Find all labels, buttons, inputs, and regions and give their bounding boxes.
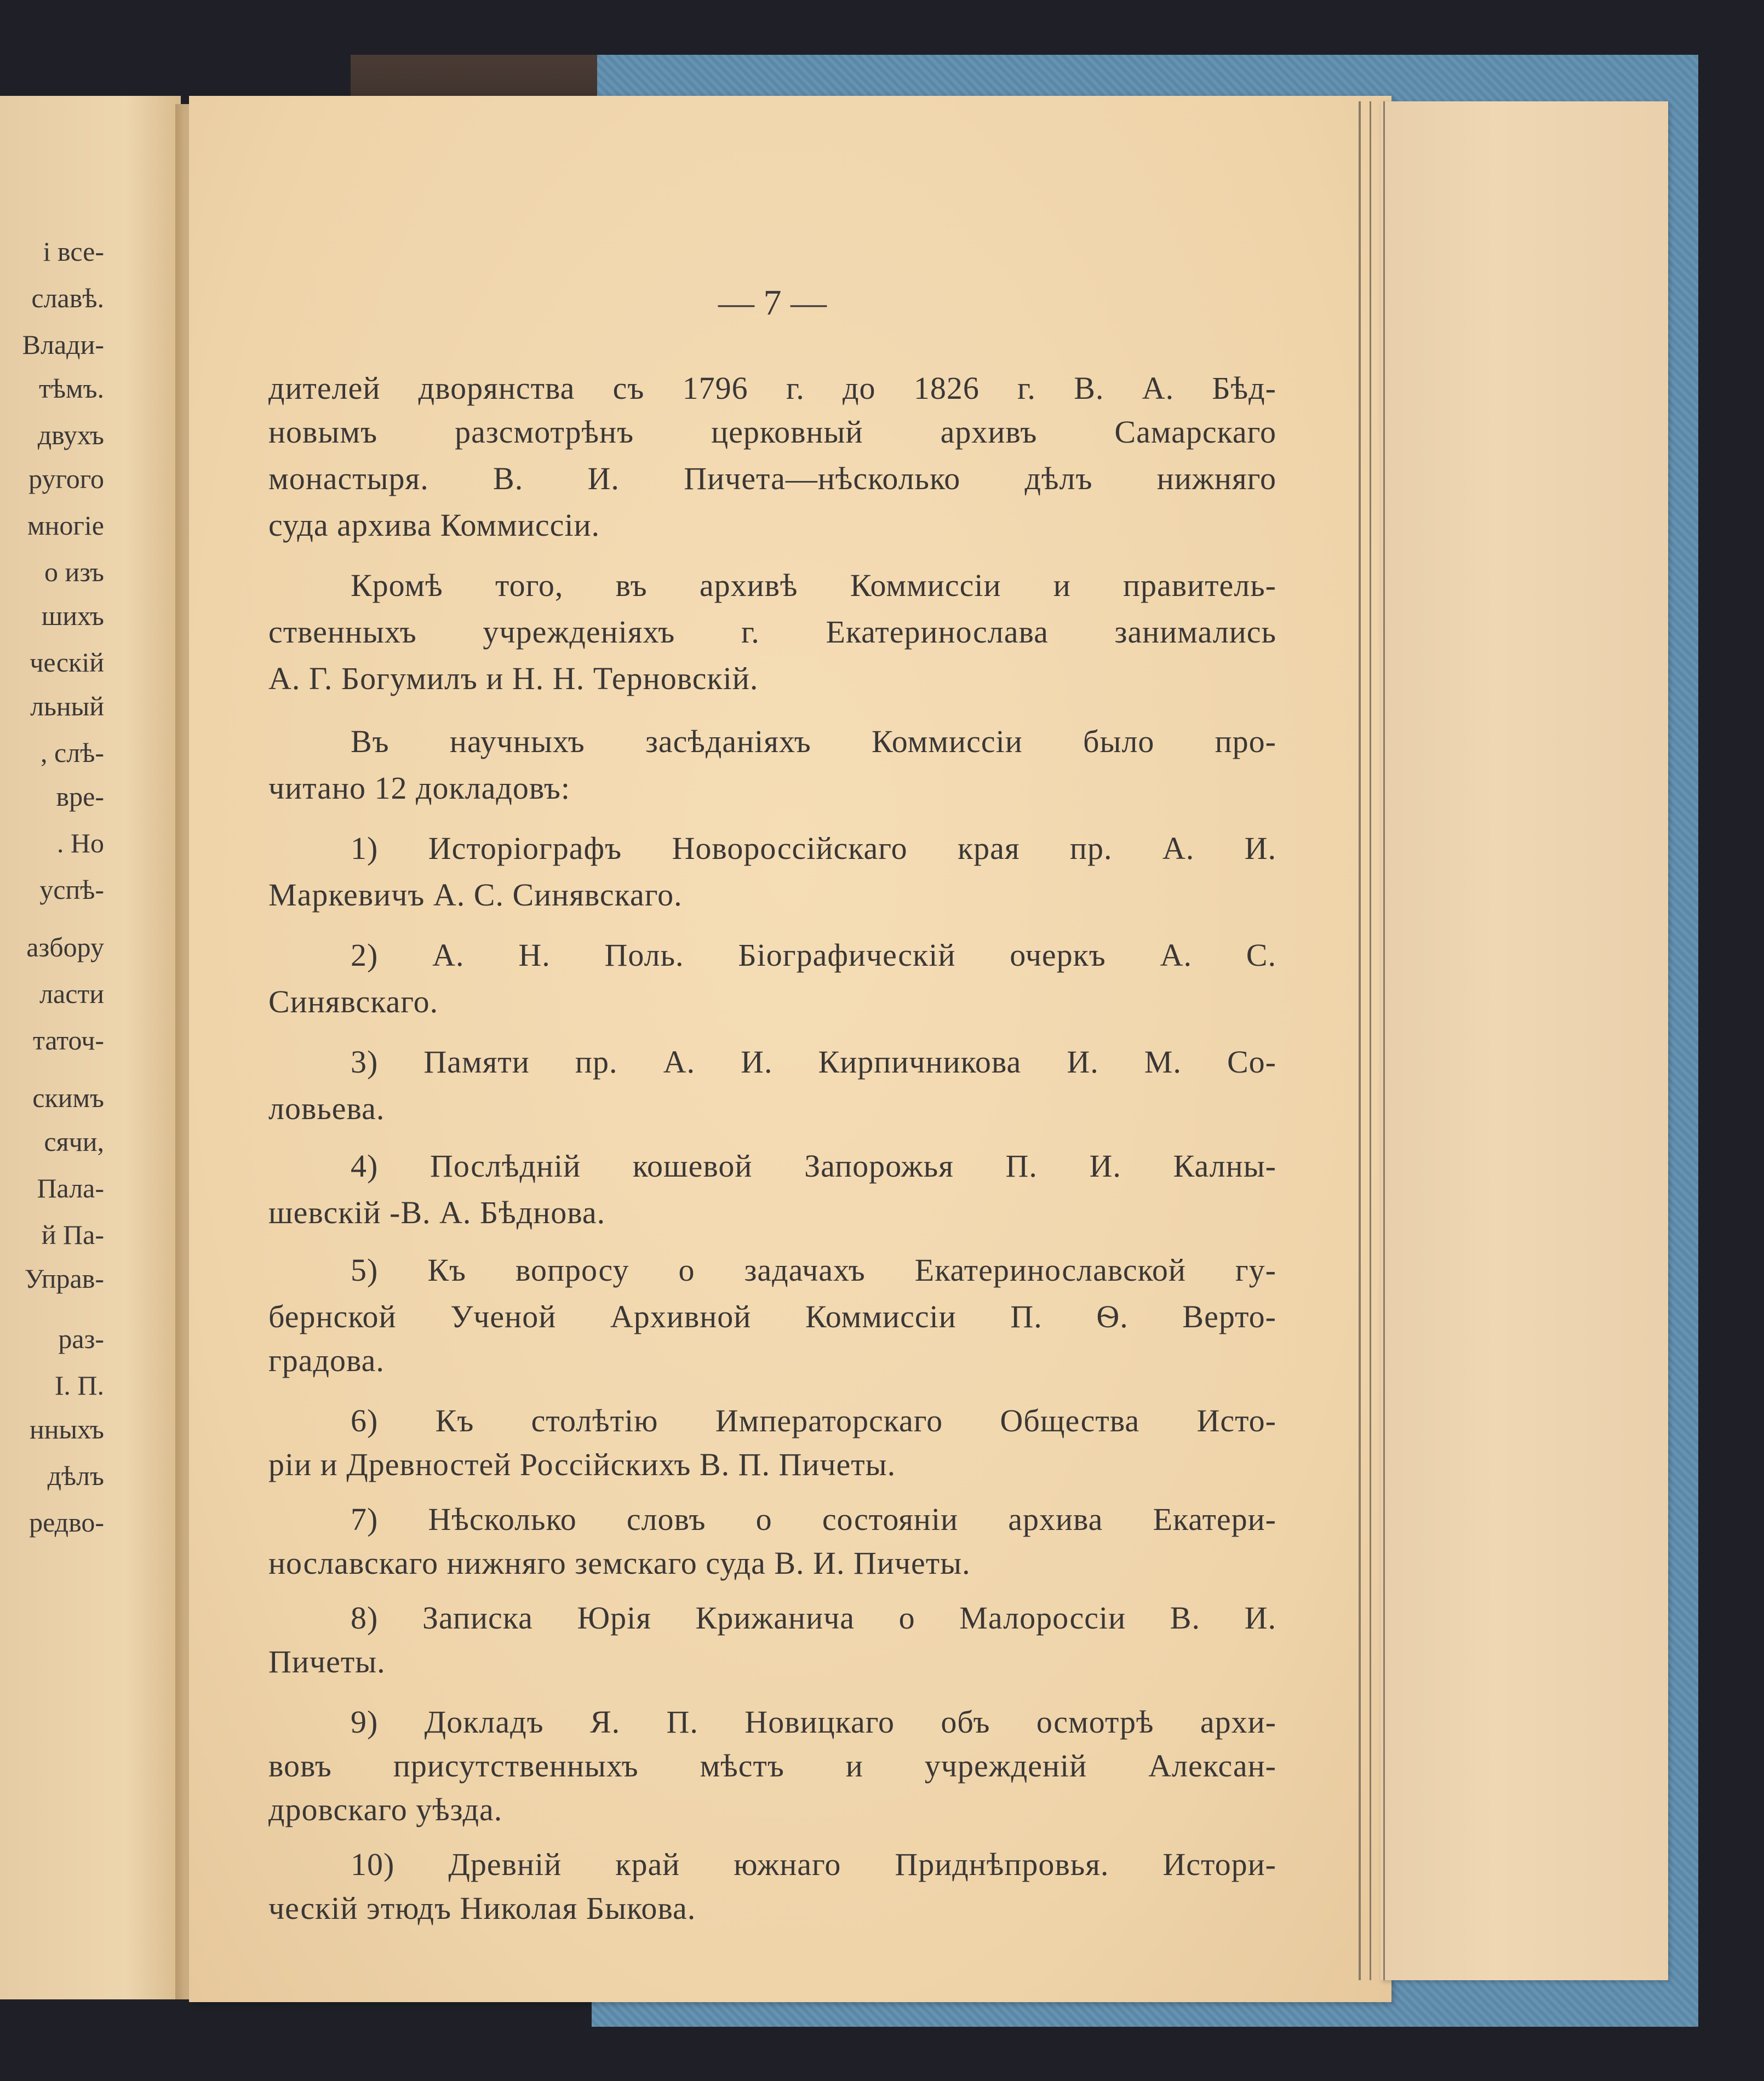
right-blank-leaf	[1381, 101, 1668, 1980]
left-page-fragment: Управ-	[24, 1263, 104, 1294]
left-page-fragment: раз-	[58, 1323, 104, 1354]
left-page-fragment: ческій	[30, 647, 104, 678]
page-edge-line	[1370, 101, 1371, 1980]
text-line: 2) А. Н. Поль. Біографическій очеркъ А. С.	[351, 937, 1276, 973]
left-page-fragment: дѣлъ	[47, 1460, 104, 1491]
text-line: шевскій -В. А. Бѣднова.	[268, 1195, 606, 1230]
left-page-fragment: редво-	[29, 1507, 104, 1538]
left-page-fragment: таточ-	[32, 1025, 104, 1056]
text-line: ловьева.	[268, 1091, 385, 1126]
text-line: Въ научныхъ засѣданіяхъ Коммиссіи было про-	[351, 724, 1276, 759]
left-page-fragment: Влади-	[22, 329, 104, 360]
left-page-fragment: , слѣ-	[41, 737, 104, 768]
text-line: дителей дворянства съ 1796 г. до 1826 г. В. А. Бѣд-	[268, 370, 1276, 406]
text-line: 10) Древній край южнаго Приднѣпровья. Истори-	[351, 1847, 1276, 1882]
text-line: 3) Памяти пр. А. И. Кирпичникова И. М. Со-	[351, 1044, 1276, 1080]
text-line: читано 12 докладовъ:	[268, 770, 570, 806]
text-line: 7) Нѣсколько словъ о состояніи архива Екатери-	[351, 1501, 1276, 1537]
text-line: дровскаго уѣзда.	[268, 1792, 503, 1827]
left-page-fragment: славѣ.	[31, 283, 104, 313]
text-line: 8) Записка Юрія Крижанича о Малороссіи В. И.	[351, 1600, 1276, 1636]
text-line: 5) Къ вопросу о задачахъ Екатеринославской гу-	[351, 1252, 1276, 1288]
text-line: 1) Исторіографъ Новороссійскаго края пр. А. И.	[351, 830, 1276, 866]
text-line: 4) Послѣдній кошевой Запорожья П. И. Калны-	[351, 1148, 1276, 1184]
text-line: Маркевичъ А. С. Синявскаго.	[268, 877, 683, 913]
left-page-fragment: успѣ-	[39, 874, 104, 905]
text-line: бернской Ученой Архивной Коммиссіи П. Ѳ. Верто-	[268, 1299, 1276, 1334]
text-line: А. Г. Богумилъ и Н. Н. Терновскій.	[268, 661, 759, 696]
left-page-fragment: азбору	[26, 932, 104, 962]
left-page-fragment: ласти	[39, 978, 104, 1009]
left-page-fragment: тѣмъ.	[39, 373, 104, 404]
left-page-fragment: ругого	[28, 463, 104, 494]
page-edge-line	[1359, 101, 1361, 1980]
left-page-fragment: скимъ	[32, 1082, 104, 1113]
left-page-fragment: многіе	[27, 510, 104, 541]
text-line: монастыря. В. И. Пичета—нѣсколько дѣлъ нижняго	[268, 461, 1276, 496]
left-page-fragment: й Па-	[41, 1219, 104, 1250]
text-line: новымъ разсмотрѣнъ церковный архивъ Самарскаго	[268, 414, 1276, 450]
left-page-fragment: вре-	[56, 781, 104, 812]
left-page-fragment: і все-	[43, 236, 104, 267]
page-edge-line	[1383, 101, 1385, 1980]
text-line: ческій этюдъ Николая Быкова.	[268, 1890, 696, 1926]
left-page-fragment: шихъ	[41, 600, 104, 631]
text-line: суда архива Коммиссіи.	[268, 507, 600, 543]
left-page-fragment: . Но	[56, 828, 104, 858]
page-number: — 7 —	[718, 283, 827, 323]
left-page-fragment: Пала-	[37, 1173, 104, 1203]
left-page-fragment: о изъ	[44, 557, 104, 587]
text-line: Кромѣ того, въ архивѣ Коммиссіи и правитель-	[351, 567, 1276, 603]
text-line: Пичеты.	[268, 1644, 386, 1679]
left-page-fragment: сячи,	[44, 1126, 104, 1157]
left-page-fragment: нныхъ	[29, 1414, 104, 1444]
left-page	[0, 96, 181, 1999]
text-line: 9) Докладъ Я. П. Новицкаго объ осмотрѣ архи-	[351, 1704, 1276, 1740]
left-page-fragment: льный	[30, 691, 104, 721]
text-line: ріи и Древностей Россійскихъ В. П. Пичеты.	[268, 1447, 896, 1482]
text-line: вовъ присутственныхъ мѣстъ и учрежденій Алексан-	[268, 1748, 1276, 1784]
text-line: нославскаго нижняго земскаго суда В. И. Пичеты.	[268, 1545, 971, 1581]
text-line: Синявскаго.	[268, 984, 439, 1019]
text-line: ственныхъ учрежденіяхъ г. Екатеринослава занимались	[268, 614, 1276, 650]
text-line: градова.	[268, 1343, 385, 1378]
left-page-fragment: двухъ	[37, 420, 104, 450]
text-line: 6) Къ столѣтію Императорскаго Общества Исто-	[351, 1403, 1276, 1438]
left-page-fragment: I. П.	[54, 1370, 104, 1401]
